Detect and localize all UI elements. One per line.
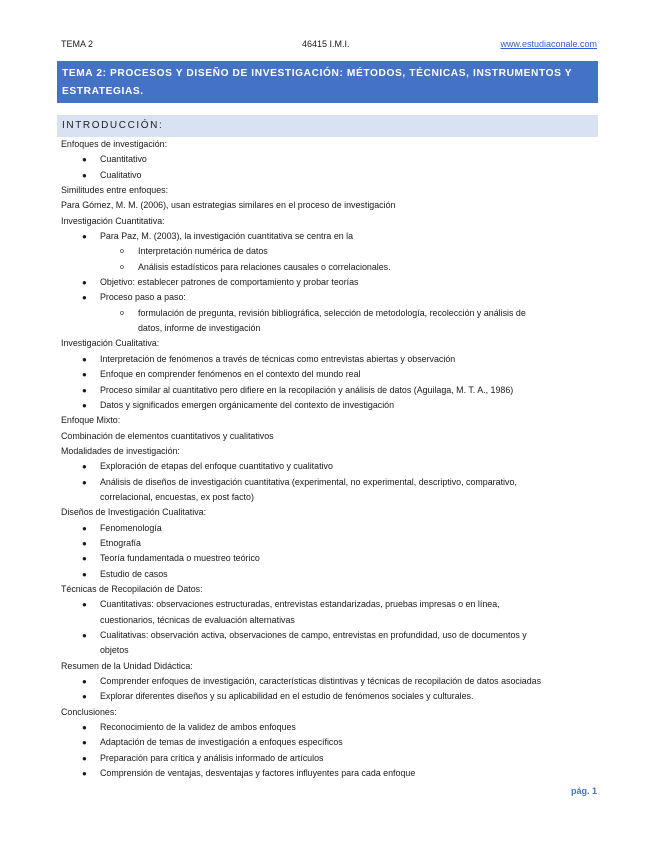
list-item bbox=[61, 689, 601, 704]
line-text: Cuantitativas: observaciones estructuradas, entrevistas estandarizadas, pruebas impresas o en línea, bbox=[100, 599, 500, 610]
line-text: Adaptación de temas de investigación a enfoques específicos bbox=[100, 737, 343, 748]
bullet-icon: ● bbox=[82, 723, 87, 733]
sub-list-item bbox=[61, 244, 601, 259]
list-item bbox=[61, 567, 601, 582]
page-number: pág. 1 bbox=[570, 786, 597, 796]
bullet-icon: ● bbox=[82, 738, 87, 748]
line-text: Estudio de casos bbox=[100, 568, 168, 579]
line-text: Enfoques de investigación: bbox=[61, 139, 168, 149]
list-item bbox=[61, 720, 601, 735]
line-text: Interpretación de fenómenos a través de técnicas como entrevistas abiertas y observación bbox=[100, 353, 456, 364]
list-item bbox=[61, 490, 601, 505]
paragraph-line bbox=[61, 429, 601, 444]
line-text: Cualitativo bbox=[100, 169, 142, 180]
list-item bbox=[61, 290, 601, 305]
bullet-icon: ● bbox=[82, 769, 87, 779]
line-text: Cuantitativo bbox=[100, 154, 147, 165]
line-text: Objetivo: establecer patrones de comportamiento y probar teorías bbox=[100, 277, 359, 288]
bullet-icon: ● bbox=[82, 753, 87, 763]
bullet-icon: ● bbox=[82, 677, 87, 687]
bullet-icon: ● bbox=[82, 354, 87, 364]
line-text: datos, informe de investigación bbox=[138, 323, 261, 334]
list-item bbox=[61, 275, 601, 290]
line-text: Para Paz, M. (2003), la investigación cuantitativa se centra en la bbox=[100, 231, 354, 242]
sub-list-item bbox=[61, 321, 601, 336]
line-text: Explorar diferentes diseños y su aplicabilidad en el estudio de fenómenos sociales y culturales. bbox=[100, 691, 474, 702]
line-text: Fenomenología bbox=[100, 522, 162, 533]
line-text: Análisis de diseños de investigación cuantitativa (experimental, no experimental, descriptivo, comparativo, bbox=[100, 476, 517, 487]
bullet-icon: ● bbox=[82, 523, 87, 533]
bullet-icon: ● bbox=[82, 477, 87, 487]
list-item bbox=[61, 475, 601, 490]
line-text: correlacional, encuestas, ex post facto) bbox=[100, 491, 254, 502]
list-item bbox=[61, 674, 601, 689]
list-item bbox=[61, 735, 601, 750]
list-item bbox=[61, 229, 601, 244]
bullet-icon: ● bbox=[82, 692, 87, 702]
line-text: Análisis estadísticos para relaciones causales o correlacionales. bbox=[138, 261, 391, 272]
line-text: Diseños de Investigación Cualitativa: bbox=[61, 507, 207, 518]
line-text: Datos y significados emergen orgánicamente del contexto de investigación bbox=[100, 399, 395, 410]
paragraph-line bbox=[61, 659, 601, 674]
sub-bullet-icon: o bbox=[120, 248, 124, 256]
list-item bbox=[61, 613, 601, 628]
bullet-icon: ● bbox=[82, 462, 87, 472]
document-title: TEMA 2: PROCESOS Y DISEÑO DE INVESTIGACIÓN: MÉTODOS, TÉCNICAS, INSTRUMENTOS Y ESTRATEGIAS. bbox=[57, 61, 598, 103]
line-text: Enfoque Mixto: bbox=[61, 415, 121, 426]
line-text: Comprensión de ventajas, desventajas y factores influyentes para cada enfoque bbox=[100, 768, 416, 779]
paragraph-line bbox=[61, 582, 601, 597]
line-text: Enfoque en comprender fenómenos en el contexto del mundo real bbox=[100, 369, 361, 380]
list-item bbox=[61, 383, 601, 398]
bullet-icon: ● bbox=[82, 232, 87, 242]
paragraph-line bbox=[61, 214, 601, 229]
line-text: Modalidades de investigación: bbox=[61, 445, 180, 456]
list-item bbox=[61, 521, 601, 536]
header-course-code: 46415 I.M.I. bbox=[302, 39, 350, 49]
paragraph-line bbox=[61, 444, 601, 459]
line-text: cuestionarios, técnicas de evaluación alternativas bbox=[100, 614, 295, 625]
line-text: Combinación de elementos cuantitativos y cualitativos bbox=[61, 430, 274, 441]
line-text: Conclusiones: bbox=[61, 706, 117, 717]
bullet-icon: ● bbox=[82, 155, 87, 165]
line-text: objetos bbox=[100, 645, 129, 656]
list-item bbox=[61, 643, 601, 658]
document-body bbox=[61, 137, 601, 781]
bullet-icon: ● bbox=[82, 370, 87, 380]
line-text: Etnografía bbox=[100, 537, 141, 548]
list-item bbox=[61, 751, 601, 766]
bullet-icon: ● bbox=[82, 385, 87, 395]
paragraph-line bbox=[61, 505, 601, 520]
bullet-icon: ● bbox=[82, 278, 87, 288]
bullet-icon: ● bbox=[82, 400, 87, 410]
line-text: Exploración de etapas del enfoque cuantitativo y cualitativo bbox=[100, 461, 333, 472]
sub-bullet-icon: o bbox=[120, 309, 124, 317]
line-text: Reconocimiento de la validez de ambos enfoques bbox=[100, 722, 296, 733]
line-text: Proceso paso a paso: bbox=[100, 292, 186, 303]
list-item bbox=[61, 628, 601, 643]
list-item bbox=[61, 168, 601, 183]
paragraph-line bbox=[61, 705, 601, 720]
line-text: Investigación Cuantitativa: bbox=[61, 215, 165, 226]
bullet-icon: ● bbox=[82, 631, 87, 640]
sub-list-item bbox=[61, 260, 601, 275]
section-heading-introduction: INTRODUCCIÓN: bbox=[57, 115, 598, 137]
line-text: Similitudes entre enfoques: bbox=[61, 185, 169, 196]
line-text: Técnicas de Recopilación de Datos: bbox=[61, 583, 203, 594]
bullet-icon: ● bbox=[82, 600, 87, 610]
list-item bbox=[61, 597, 601, 612]
line-text: Proceso similar al cuantitativo pero difiere en la recopilación y análisis de datos (Aguilaga, M. T. A., 1986) bbox=[100, 384, 514, 395]
paragraph-line bbox=[61, 413, 601, 428]
line-text: Investigación Cualitativa: bbox=[61, 338, 160, 349]
list-item bbox=[61, 459, 601, 474]
list-item bbox=[61, 398, 601, 413]
sub-bullet-icon: o bbox=[120, 263, 124, 271]
line-text: Resumen de la Unidad Didáctica: bbox=[61, 660, 193, 671]
bullet-icon: ● bbox=[82, 538, 87, 548]
list-item bbox=[61, 367, 601, 382]
list-item bbox=[61, 536, 601, 551]
list-item bbox=[61, 152, 601, 167]
paragraph-line bbox=[61, 198, 601, 213]
header-topic: TEMA 2 bbox=[61, 39, 94, 49]
bullet-icon: ● bbox=[82, 170, 87, 180]
bullet-icon: ● bbox=[82, 569, 87, 579]
line-text: Preparación para crítica y análisis informado de artículos bbox=[100, 752, 324, 763]
paragraph-line bbox=[61, 137, 601, 152]
list-item bbox=[61, 551, 601, 566]
paragraph-line bbox=[61, 183, 601, 198]
bullet-icon: ● bbox=[82, 554, 87, 564]
line-text: Comprender enfoques de investigación, características distintivas y técnicas de recopilación de datos asociadas bbox=[100, 676, 542, 687]
sub-list-item bbox=[61, 306, 601, 321]
line-text: Teoría fundamentada o muestreo teórico bbox=[100, 553, 260, 564]
header-website-link[interactable]: www.estudiaconale.com bbox=[500, 39, 597, 49]
bullet-icon: ● bbox=[82, 293, 87, 303]
line-text: Para Gómez, M. M. (2006), usan estrategias similares en el proceso de investigación bbox=[61, 200, 396, 211]
list-item bbox=[61, 766, 601, 781]
paragraph-line bbox=[61, 336, 601, 351]
line-text: Cualitativas: observación activa, observaciones de campo, entrevistas en profundidad, uso de documentos y bbox=[100, 630, 527, 640]
line-text: Interpretación numérica de datos bbox=[138, 246, 268, 257]
list-item bbox=[61, 352, 601, 367]
line-text: formulación de pregunta, revisión bibliográfica, selección de metodología, recolección y análisis de bbox=[138, 307, 526, 318]
